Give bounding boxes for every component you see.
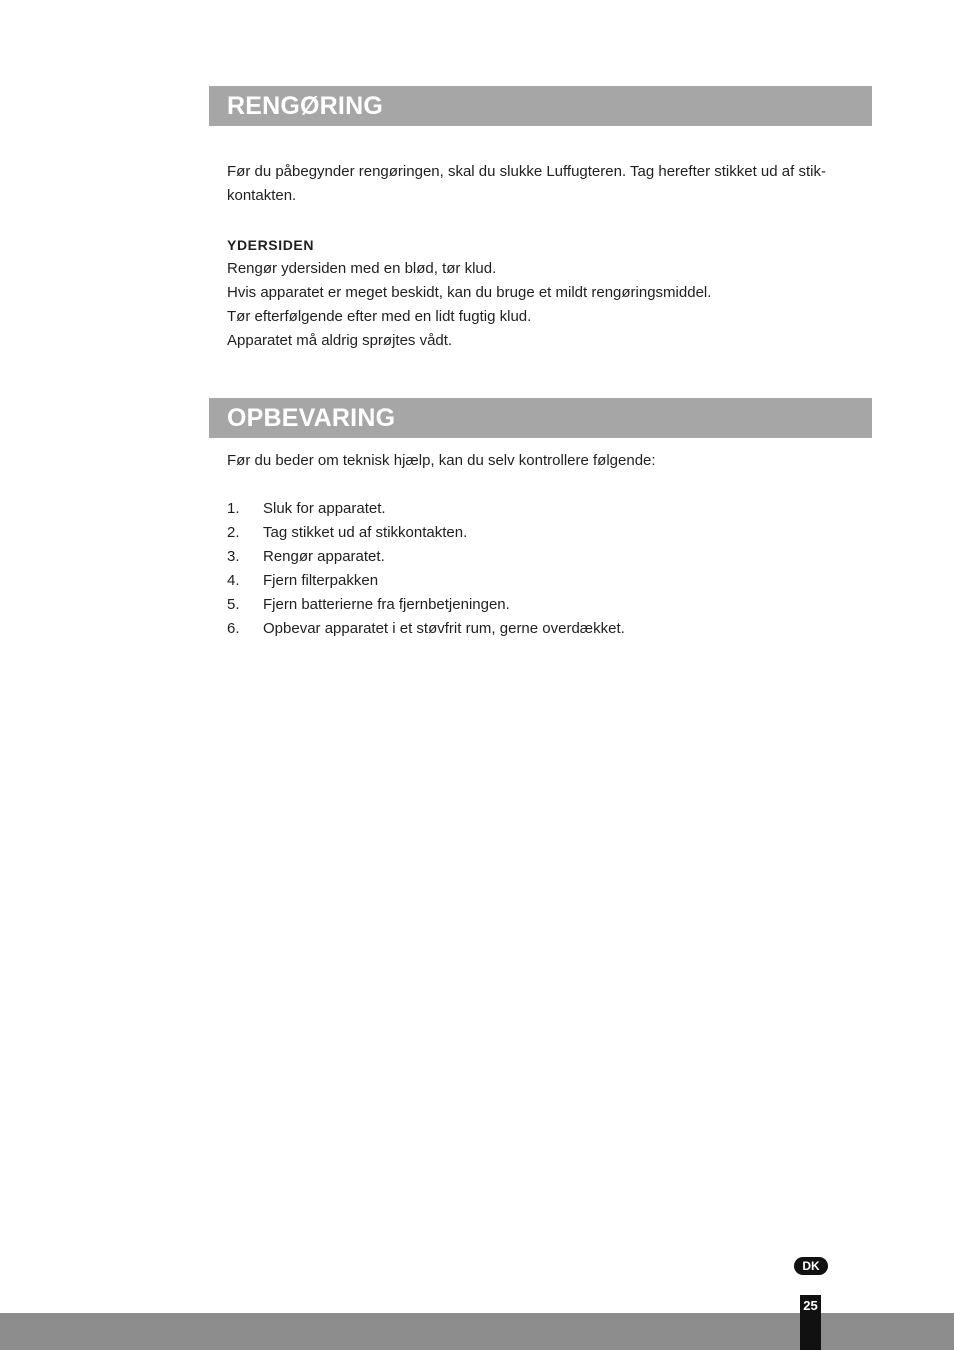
cleaning-line: Apparatet må aldrig sprøjtes vådt.	[227, 332, 453, 349]
list-item-number: 2.	[227, 524, 240, 541]
list-item-number: 3.	[227, 548, 240, 565]
cleaning-outside-block	[227, 233, 877, 353]
cleaning-line: Rengør ydersiden med en blød, tør klud.	[227, 260, 497, 277]
storage-intro-text: Før du beder om teknisk hjælp, kan du selv kontrollere følgende:	[227, 452, 656, 469]
cleaning-intro-line1: Før du påbegynder rengøringen, skal du slukke Luffugteren. Tag herefter stikket ud af stik-	[227, 163, 826, 180]
list-item-text: Tag stikket ud af stikkontakten.	[263, 524, 468, 541]
list-item-text: Sluk for apparatet.	[263, 500, 386, 517]
section-header-cleaning	[209, 86, 872, 126]
list-item	[227, 521, 625, 545]
list-item	[227, 617, 625, 641]
list-item-text: Fjern batterierne fra fjernbetjeningen.	[263, 596, 510, 613]
list-item-number: 6.	[227, 620, 240, 637]
language-badge: DK	[794, 1257, 828, 1275]
list-item	[227, 497, 625, 521]
list-item	[227, 545, 625, 569]
page-number: 25	[800, 1295, 821, 1350]
list-item-text: Opbevar apparatet i et støvfrit rum, gerne overdækket.	[263, 620, 625, 637]
list-item-number: 5.	[227, 596, 240, 613]
list-item-number: 1.	[227, 500, 240, 517]
section-title-storage: OPBEVARING	[227, 404, 396, 432]
cleaning-line: Tør efterfølgende efter med en lidt fugtig klud.	[227, 308, 532, 325]
storage-steps-list	[227, 497, 625, 641]
list-item-text: Fjern filterpakken	[263, 572, 379, 589]
list-item-text: Rengør apparatet.	[263, 548, 385, 565]
cleaning-intro-line2: kontakten.	[227, 187, 297, 204]
cleaning-subheading: YDERSIDEN	[227, 237, 315, 253]
cleaning-intro	[227, 160, 877, 208]
cleaning-line: Hvis apparatet er meget beskidt, kan du bruge et mildt rengøringsmiddel.	[227, 284, 712, 301]
list-item	[227, 569, 625, 593]
list-item	[227, 593, 625, 617]
section-title-cleaning: RENGØRING	[227, 92, 383, 120]
storage-intro	[227, 449, 877, 473]
list-item-number: 4.	[227, 572, 240, 589]
section-header-storage	[209, 398, 872, 438]
